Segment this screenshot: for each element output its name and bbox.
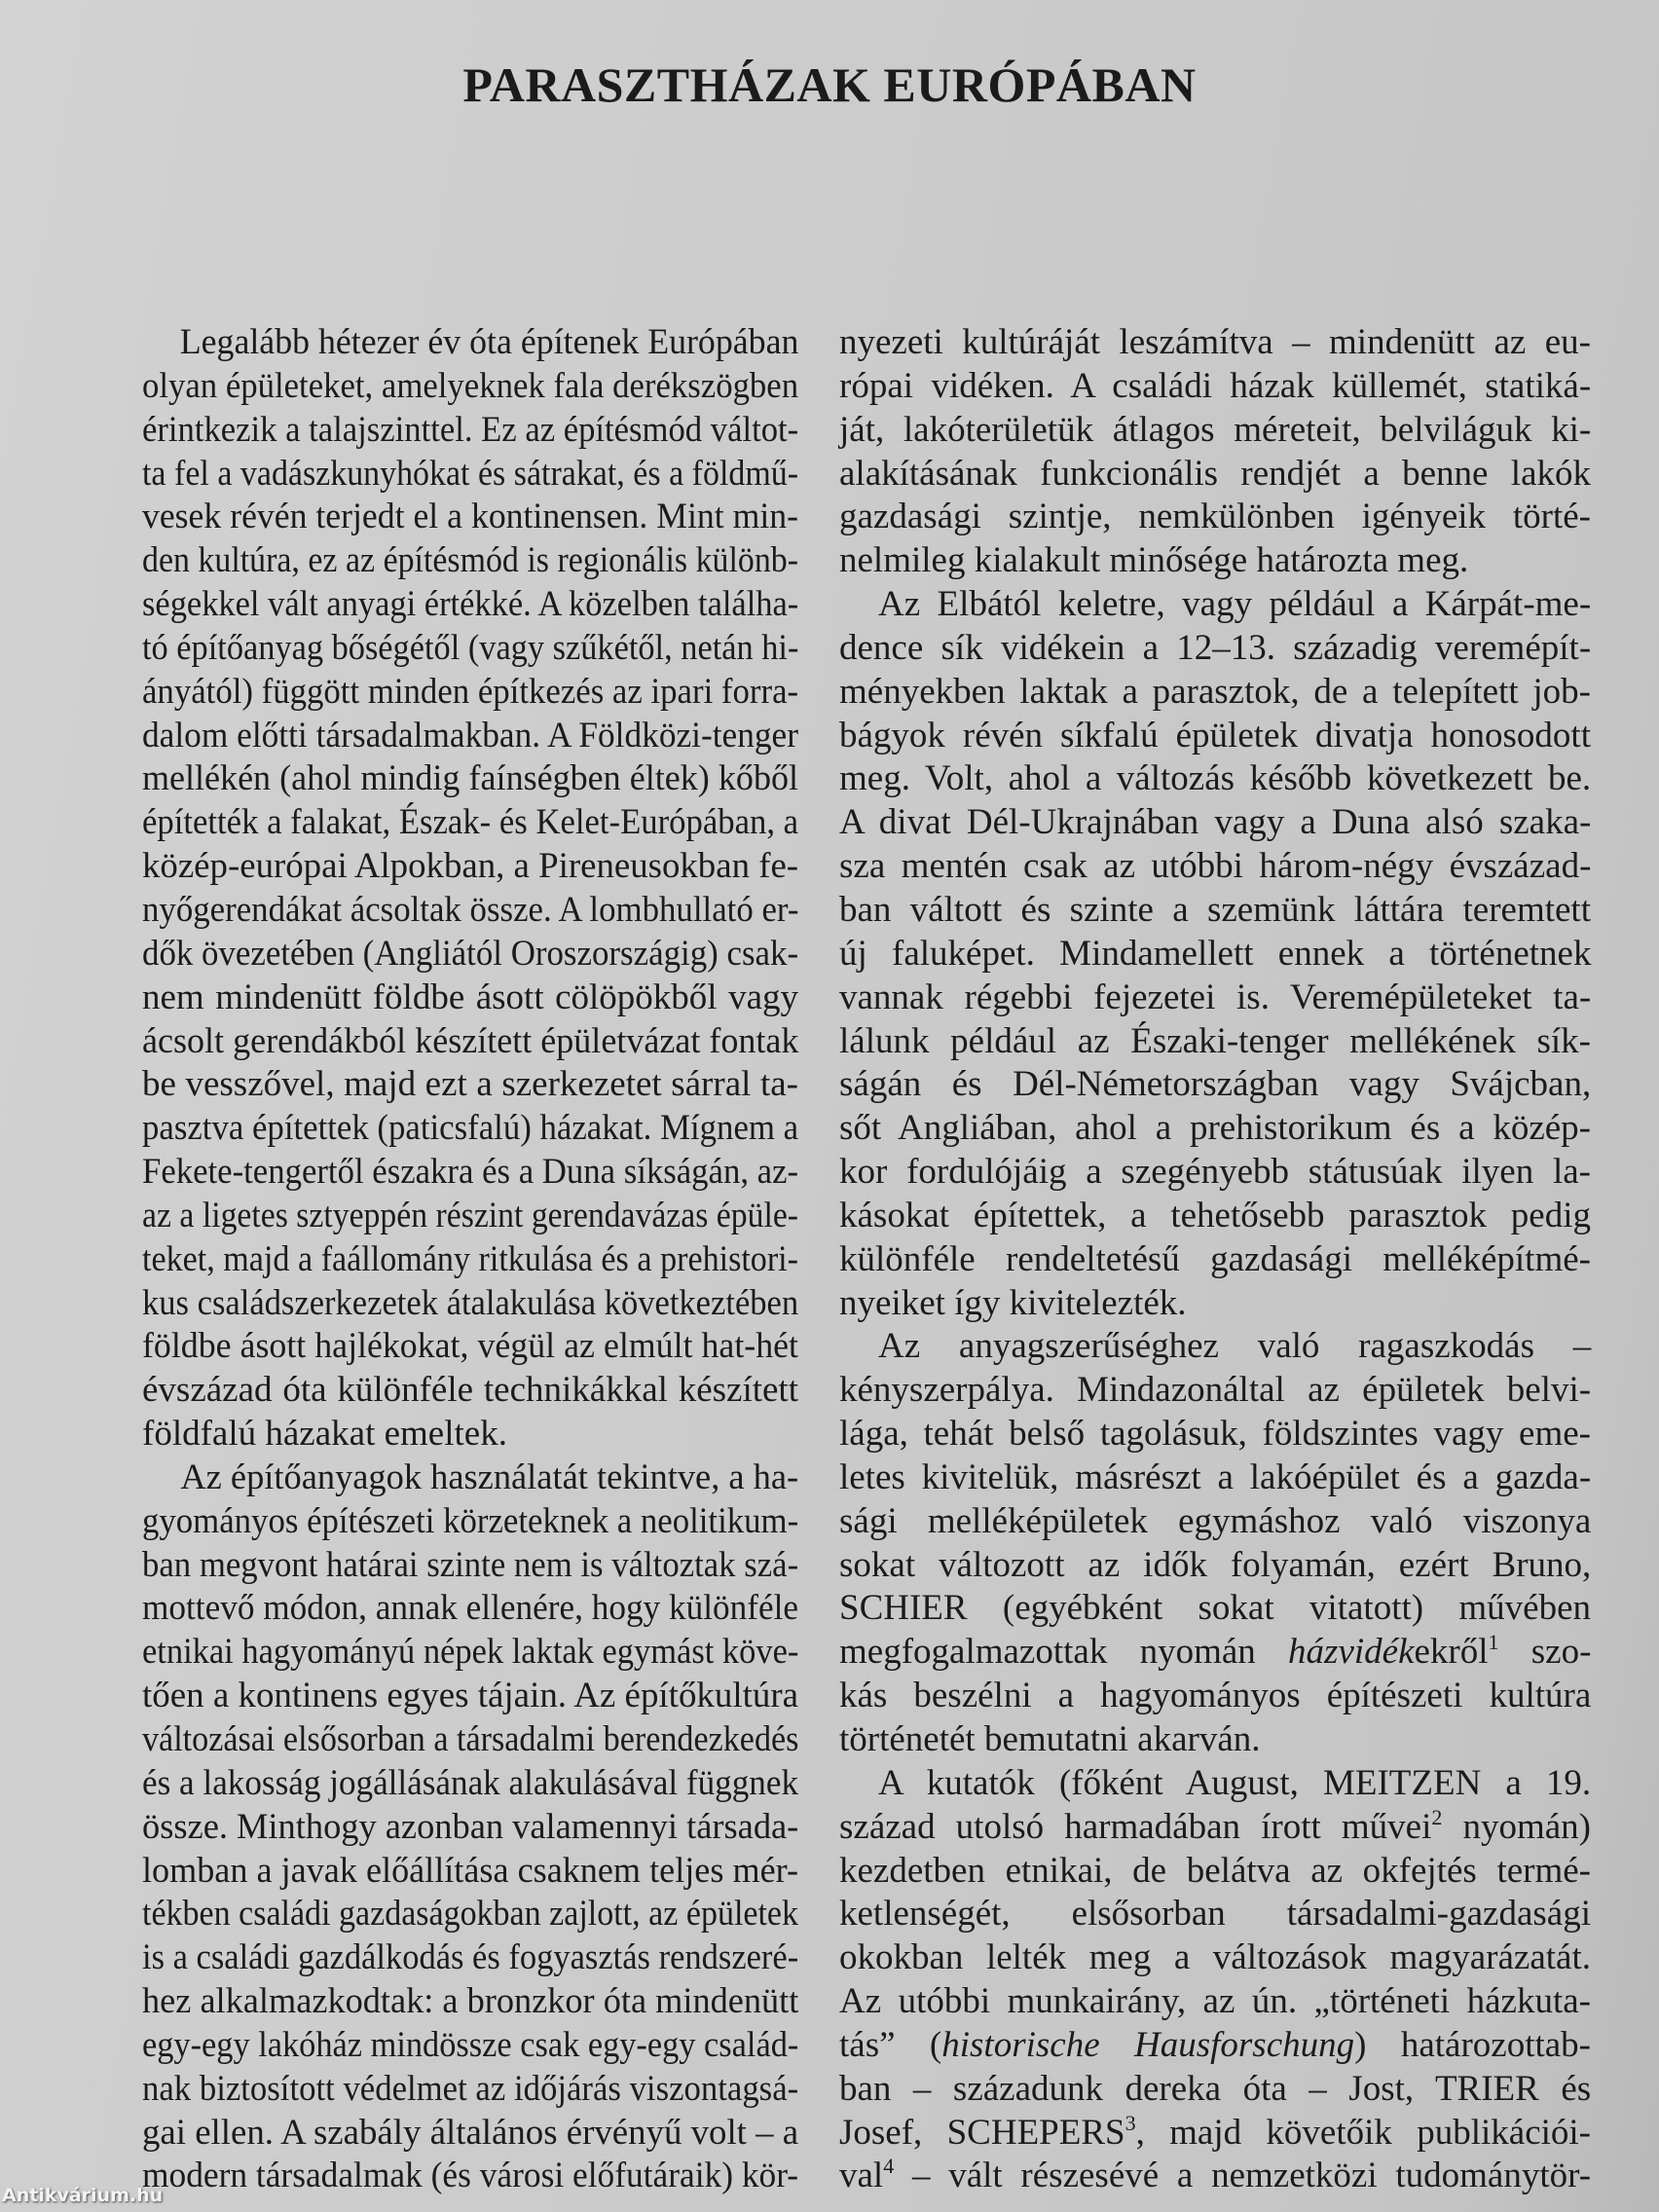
text-run: lomban a javak előállítása csaknem teljes mér- [142,1850,798,1891]
text-run: ban váltott és szinte a szemünk láttára teremtett [839,889,1591,930]
text-run: új faluképet. Mindamellett ennek a történetnek [839,933,1592,974]
text-run: sokat változott az idők folyamán, ezért Bruno, [839,1544,1592,1585]
text-line [839,583,1591,627]
text-line [839,801,1591,845]
text-run: ményekben laktak a parasztok, de a telepített job- [839,671,1591,712]
text-line [839,1850,1591,1894]
footnote-ref: 1 [1488,1630,1499,1655]
text-run: az a ligetes sztyeppén részint gerendavázas épüle- [142,1195,798,1235]
text-line [839,496,1591,539]
text-line [142,801,798,845]
text-line [839,1413,1591,1456]
text-run: den kultúra, ez az építésmód is regionális különb- [142,540,798,581]
text-line [839,2155,1591,2198]
text-run: gyományos építészeti körzeteknek a neolitikum- [142,1500,799,1541]
text-run: és a lakosság jogállásának alakulásával függnek [142,1762,798,1803]
text-run: sőt Angliában, ahol a prehistorikum és a közép- [839,1108,1591,1149]
text-line [142,365,798,409]
text-run: Az építőanyagok használatát tekintve, a ha- [180,1456,799,1497]
text-line [142,1850,798,1894]
text-line [839,1762,1591,1806]
text-run: vannak régebbi fejezetei is. Veremépületeket ta- [839,977,1592,1017]
text-run: kásokat építettek, a tehetősebb parasztok pedig [839,1195,1591,1235]
text-line [142,845,798,889]
text-run: ját, lakóterületük átlagos méreteit, belviláguk ki- [839,409,1592,450]
text-line [839,933,1591,977]
text-line [142,583,798,627]
text-line [839,1544,1591,1588]
text-line [839,1587,1591,1631]
text-run: olyan épületeket, amelyeknek fala derékszögben [142,365,799,406]
text-line [142,1195,798,1238]
text-line [142,1020,798,1064]
text-run: hez alkalmazkodtak: a bronzkor óta mindenütt [142,1981,799,2022]
footnote-ref: 4 [883,2154,895,2179]
text-run: érintkezik a talajszinttel. Ez az építésmód váltot- [142,409,799,450]
text-line [142,1936,798,1980]
text-line [142,1500,798,1544]
text-run: történetét bemutatni akarván. [839,1719,1261,1759]
text-run: nelmileg kialakult minősége határozta meg. [839,540,1469,581]
text-line [142,1325,798,1369]
text-run: ányától) függött minden építkezés az ipari forra- [142,671,799,712]
text-run: kényszerpálya. Mindazonáltal az épületek belvi- [839,1370,1592,1411]
text-run: Az utóbbi munkairány, az ún. „történeti házkuta- [839,1981,1591,2022]
text-run: század utolsó harmadában írott művei [839,1806,1432,1847]
text-run: változásai elsősorban a társadalmi berendezkedés [142,1719,799,1759]
text-run: ban megvont határai szinte nem is változtak szá- [142,1544,799,1585]
text-run: okokban lelték meg a változások magyarázatát. [839,1937,1591,1978]
text-line [142,671,798,715]
text-run: pasztva építettek (paticsfalú) házakat. Mígnem a [142,1108,799,1149]
text-line [142,1369,798,1413]
text-line [142,1587,798,1631]
text-run: évszázad óta különféle technikákkal készített [142,1370,798,1411]
text-line [839,1195,1591,1238]
text-line [839,1325,1591,1369]
text-run: össze. Minthogy azonban valamennyi társada- [142,1806,799,1847]
text-run: tékben családi gazdaságokban zajlott, az épületek [142,1894,798,1935]
text-run: sági melléképületek egymáshoz való viszonya [839,1500,1592,1541]
page-title: PARASZTHÁZAK EURÓPÁBAN [462,56,1197,112]
text-line [142,321,798,365]
text-run: ta fel a vadászkunyhókat és sátrakat, és a földmű- [142,453,798,494]
text-line [142,1544,798,1588]
text-line [142,453,798,497]
text-run: Josef, SCHEPERS [839,2112,1125,2153]
text-line [142,2068,798,2112]
text-line [142,757,798,801]
text-run: egy-egy lakóház mindössze csak egy-egy család- [142,2024,799,2065]
text-run: sza mentén csak az utóbbi három-négy évszázad- [839,846,1592,887]
text-line [142,1718,798,1762]
text-run: földbe ásott hajlékokat, végül az elmúlt hat-hét [142,1326,798,1367]
text-line [142,1107,798,1151]
text-run: mellékén (ahol mindig faínségben éltek) kőből [142,758,798,799]
text-line [839,1936,1591,1980]
text-run: val [839,2156,884,2196]
text-run: letes kivitelük, másrészt a lakóépület és a gazda- [839,1456,1592,1497]
italic-text: házvidék [1288,1632,1415,1673]
text-line [142,496,798,539]
text-line [839,1893,1591,1936]
text-run: nem mindenütt földbe ásott cölöpökből vagy [142,977,798,1017]
text-line [839,453,1591,497]
text-line [142,2155,798,2198]
text-run: nyőgerendákat ácsoltak össze. A lombhullató er- [142,889,799,930]
text-line [839,1456,1591,1500]
text-line [142,627,798,671]
footnote-ref: 2 [1431,1804,1443,1829]
text-run: kus családszerkezetek átalakulása következtében [142,1282,799,1323]
text-line [839,1675,1591,1718]
text-line [839,1107,1591,1151]
text-line [142,1893,798,1936]
text-line [142,1063,798,1107]
text-line [839,321,1591,365]
text-line [839,1631,1591,1675]
text-run: ekről [1414,1632,1489,1673]
italic-text: historische Hausforschung [941,2024,1355,2065]
text-run: megfogalmazottak nyomán [839,1632,1289,1673]
text-run: lága, tehát belső tagolásuk, földszintes vagy eme- [839,1414,1591,1455]
text-line [142,977,798,1020]
text-line [839,539,1591,583]
text-line [839,409,1591,453]
text-run: Az anyagszerűséghez való ragaszkodás – [878,1326,1592,1367]
text-run: bágyok révén síkfalú épületek divatja honosodott [839,715,1591,756]
text-run: gazdasági szintje, nemkülönben igényeik törté- [839,497,1591,537]
text-line [839,1238,1591,1282]
text-run: ) határozottab- [1354,2024,1591,2065]
text-line [839,845,1591,889]
text-run: Az Elbától keletre, vagy például a Kárpát-me- [878,584,1592,625]
text-run: ban – századunk dereka óta – Jost, TRIER és [839,2068,1592,2109]
text-run: – vált részesévé a nemzetközi tudománytör- [894,2156,1592,2196]
text-run: dők övezetében (Angliától Oroszországig) csak- [142,933,799,974]
text-line [142,2024,798,2068]
text-run: különféle rendeltetésű gazdasági melléképítmé- [839,1238,1591,1279]
footnote-ref: 3 [1124,2110,1136,2135]
text-line [839,671,1591,715]
text-line [142,2112,798,2156]
text-run: nyeiket így kivitelezték. [839,1282,1187,1323]
text-line [839,1020,1591,1064]
text-line [839,2068,1591,2112]
text-run: , majd követőik publikációi- [1135,2112,1591,2153]
text-line [839,1980,1591,2024]
text-run: Fekete-tengertől északra és a Duna síkságán, az- [142,1152,799,1193]
text-line [839,757,1591,801]
text-run: szo- [1498,1632,1592,1673]
watermark: Antikvárium.hu [2,2185,164,2206]
text-line [142,889,798,933]
text-column-right [839,321,1591,2198]
text-run: gai ellen. A szabály általános érvényű volt – a [142,2112,799,2153]
text-run: nak biztosított védelmet az időjárás viszontagsá- [142,2068,799,2109]
text-line [142,933,798,977]
text-line [839,2112,1591,2156]
text-run: kás beszélni a hagyományos építészeti kultúra [839,1676,1592,1716]
text-run: modern társadalmak (és városi előfutáraik) kör- [142,2156,799,2196]
text-line [142,1238,798,1282]
text-run: is a családi gazdálkodás és fogyasztás rendszeré- [142,1937,799,1978]
text-line [142,539,798,583]
text-line [839,1806,1591,1850]
text-line [142,1980,798,2024]
text-run: ketlenségét, elsősorban társadalmi-gazdasági [839,1894,1591,1935]
text-column-left [142,321,798,2198]
text-run: lálunk például az Északi-tenger mellékének sík- [839,1020,1591,1061]
text-line [142,1631,798,1675]
text-line [839,1151,1591,1195]
text-line [142,715,798,758]
text-run: közép-európai Alpokban, a Pireneusokban fe- [142,846,799,887]
text-run: A kutatók (főként August, MEITZEN a 19. [878,1762,1592,1803]
text-line [839,1500,1591,1544]
text-run: nyezeti kultúráját leszámítva – mindenütt az eu- [839,322,1591,362]
text-run: ságán és Dél-Németországban vagy Svájcban, [839,1064,1592,1105]
text-line [839,889,1591,933]
text-line [839,1282,1591,1326]
text-run: mottevő módon, annak ellenére, hogy különféle [142,1588,798,1629]
text-run: alakításának funkcionális rendjét a benne lakók [839,453,1591,494]
text-run: be vesszővel, majd ezt a szerkezetet sárral ta- [142,1064,798,1105]
text-line [839,627,1591,671]
text-run: meg. Volt, ahol a változás később következett be. [839,758,1592,799]
text-line [839,1718,1591,1762]
text-run: dence sík vidékein a 12–13. századig veremépít- [839,627,1592,668]
text-run: földfalú házakat emeltek. [142,1414,507,1455]
text-run: kezdetben etnikai, de belátva az okfejtés termé- [839,1850,1591,1891]
text-line [142,1675,798,1718]
text-line [142,1413,798,1456]
text-run: tó építőanyag bőségétől (vagy szűkétől, netán hi- [142,627,799,668]
text-line [839,1369,1591,1413]
text-run: ségekkel vált anyagi értékké. A közelben találha- [142,584,799,625]
text-run: építették a falakat, Észak- és Kelet-Európában, a [142,802,799,843]
text-line [142,1151,798,1195]
text-run: dalom előtti társadalmakban. A Földközi-tenger [142,715,798,756]
text-run: tás” ( [839,2024,942,2065]
text-line [142,1456,798,1500]
text-run: tően a kontinens egyes tájain. Az építőkultúra [142,1676,799,1716]
text-line [839,977,1591,1020]
text-run: Legalább hétezer év óta építenek Európában [179,322,799,362]
text-line [142,1806,798,1850]
text-line [142,1762,798,1806]
text-run: rópai vidéken. A családi házak küllemét, statiká- [839,365,1592,406]
text-run: vesek révén terjedt el a kontinensen. Mint min- [142,497,798,537]
text-run: teket, majd a faállomány ritkulása és a prehistori- [142,1238,798,1279]
text-run: nyomán) [1442,1806,1591,1847]
text-line [839,2024,1591,2068]
text-line [839,1063,1591,1107]
text-line [142,1282,798,1326]
text-run: ácsolt gerendákból készített épületvázat fontak [142,1020,799,1061]
text-run: etnikai hagyományú népek laktak egymást köve- [142,1632,799,1673]
text-line [839,715,1591,758]
text-run: SCHIER (egyébként sokat vitatott) művében [839,1588,1591,1629]
text-run: A divat Dél-Ukrajnában vagy a Duna alsó szaka- [839,802,1592,843]
text-run: kor fordulójáig a szegényebb státusúak ilyen la- [839,1152,1591,1193]
text-line [142,409,798,453]
text-line [839,365,1591,409]
